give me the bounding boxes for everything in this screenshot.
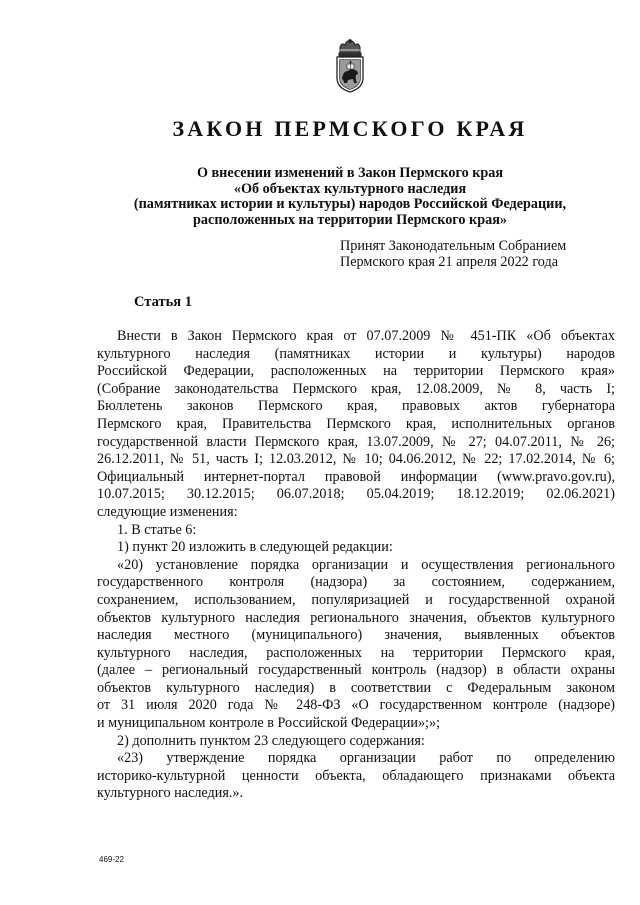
body-line: «20) установление порядка организации и осуществления регионального [117, 556, 615, 573]
body-line: государственной власти Пермского края, 13.07.2009, № 27; 04.07.2011, № 26; [97, 433, 615, 450]
body-line: культурного наследия, расположенных на территории Пермского края, [97, 644, 615, 661]
article-heading: Статья 1 [134, 294, 192, 310]
body-line: 26.12.2011, № 51, часть I; 12.03.2012, № 10; 04.06.2012, № 22; 17.02.2014, № 6; [97, 451, 615, 468]
body-line: Российской Федерации, расположенных на территории Пермского края» [97, 363, 615, 380]
adoption-line: Принят Законодательным Собранием [340, 238, 567, 254]
law-subtitle [100, 166, 600, 228]
body-line: (далее – региональный государственный контроль (надзор) в области охраны [97, 662, 615, 679]
body-line: культурного наследия (памятниках истории и культуры) народов [97, 345, 615, 362]
body-line: Внести в Закон Пермского края от 07.07.2009 № 451-ПК «Об объектах [117, 328, 615, 344]
coat-of-arms-icon [331, 38, 369, 94]
body-line: наследия местного (муниципального) значения, выявленных объектов [97, 627, 615, 644]
body-line: государственного контроля (надзора) за состоянием, содержанием, [97, 574, 615, 591]
subtitle-line: О внесении изменений в Закон Пермского края [196, 165, 504, 181]
article-body [97, 328, 615, 803]
adoption-note [340, 238, 566, 270]
body-line: 2) дополнить пунктом 23 следующего содержания: [117, 732, 425, 749]
body-line: (Собрание законодательства Пермского края, 12.08.2009, № 8, часть I; [97, 380, 615, 397]
body-line: историко-культурной ценности объекта, обладающего признаками объекта [97, 767, 615, 784]
subtitle-line: «Об объектах культурного наследия [233, 180, 467, 197]
subtitle-line: (памятниках истории и культуры) народов Российской Федерации, [133, 196, 567, 212]
body-line: от 31 июля 2020 года № 248-ФЗ «О государственном контроле (надзоре) [97, 697, 615, 714]
law-title: ЗАКОН ПЕРМСКОГО КРАЯ [172, 116, 528, 141]
body-line: «23) утверждение порядка организации работ по определению [117, 750, 615, 767]
body-line: 10.07.2015; 30.12.2015; 06.07.2018; 05.04.2019; 18.12.2019; 02.06.2021) [97, 486, 615, 503]
body-line: объектов культурного наследия) в соответствии с Федеральным законом [97, 679, 615, 696]
body-line: объектов культурного наследия регионального значения, объектов культурного [97, 609, 615, 626]
subtitle-line: расположенных на территории Пермского края» [193, 211, 507, 228]
body-line: 1. В статье 6: [117, 521, 197, 538]
body-line: сохранением, использованием, популяризацией и государственной охраной [97, 591, 615, 608]
body-line: и муниципальном контроле в Российской Федерации»;»; [97, 715, 441, 732]
adoption-line: Пермского края 21 апреля 2022 года [340, 254, 558, 270]
body-line: культурного наследия.». [97, 785, 244, 802]
body-line: следующие изменения: [97, 503, 238, 520]
body-line: Официальный интернет-портал правовой информации (www.pravo.gov.ru), [97, 468, 615, 485]
body-line: Бюллетень законов Пермского края, правовых актов губернатора [97, 398, 615, 415]
document-number: 469-22 [99, 855, 124, 864]
body-line: 1) пункт 20 изложить в следующей редакции: [117, 539, 393, 556]
body-line: Пермского края, Правительства Пермского края, исполнительных органов [97, 415, 615, 432]
